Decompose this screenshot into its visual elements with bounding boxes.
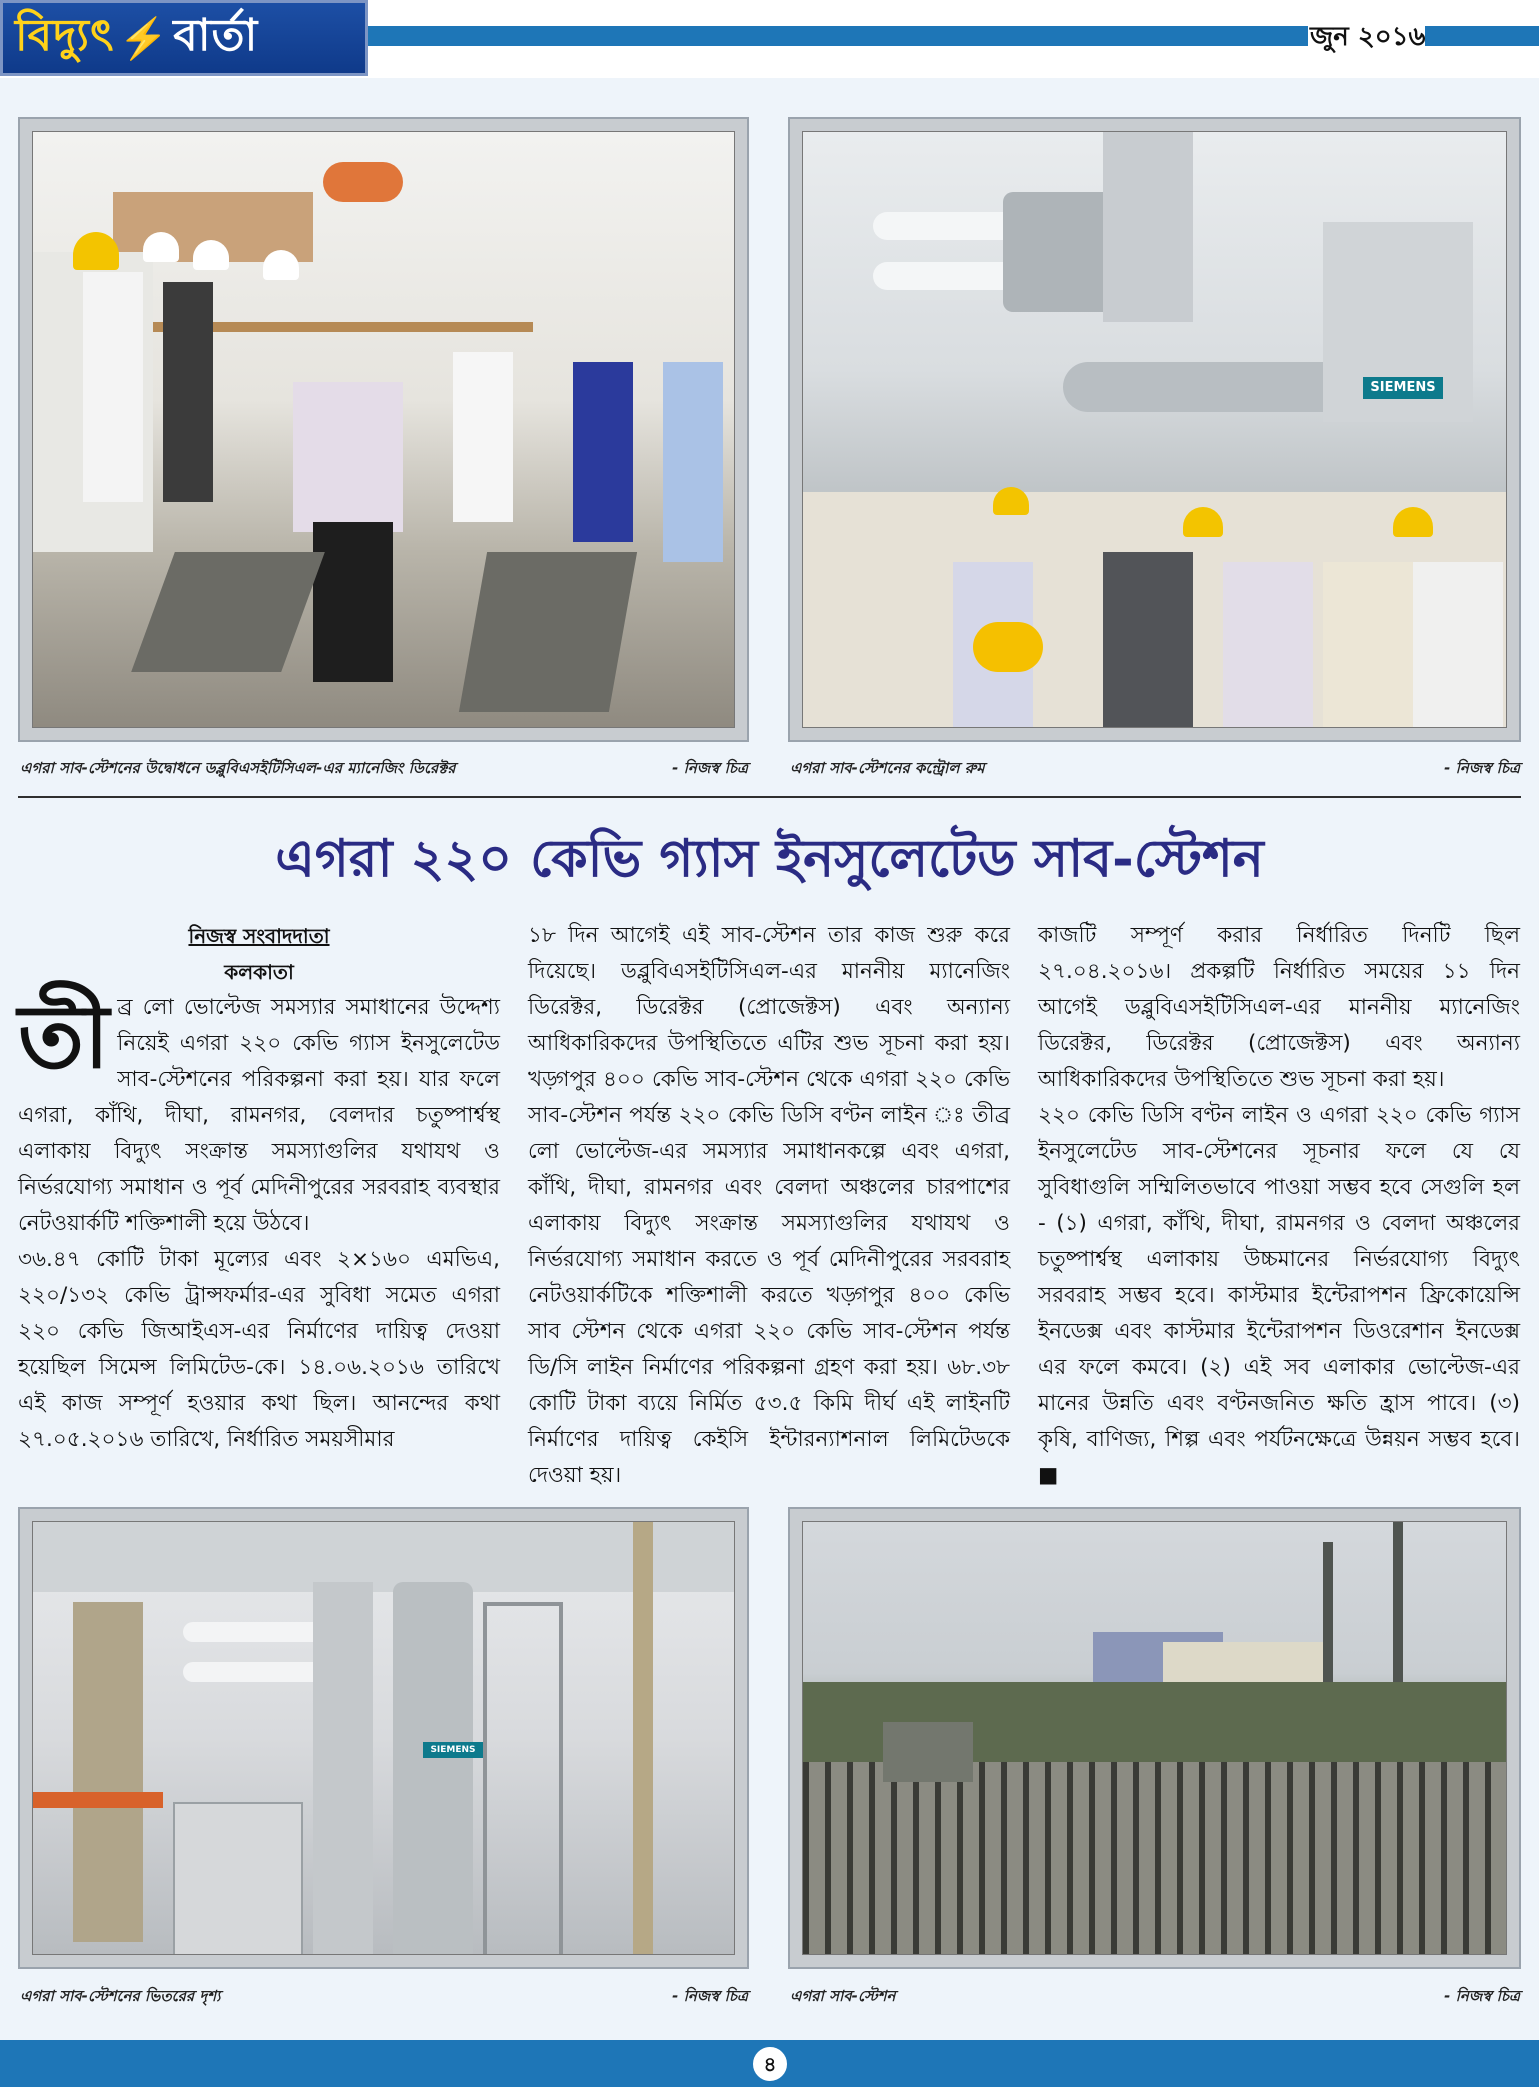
photo-control-room	[788, 117, 1521, 742]
masthead	[0, 0, 1539, 78]
drop-cap: তী	[18, 984, 110, 1088]
photo-caption: এগরা সাব-স্টেশন	[790, 1987, 896, 2005]
section-divider	[18, 796, 1521, 798]
logo-text-part1: বিদ্যুৎ	[15, 9, 115, 61]
photo-inauguration-image	[32, 131, 735, 728]
page-number: ৪	[751, 2045, 789, 2083]
magazine-logo	[0, 0, 368, 76]
paragraph-text: ব্র লো ভোল্টেজ সমস্যার সমাধানের উদ্দেশ্য নিয়েই এগরা ২২০ কেভি গ্যাস ইনসুলেটেড সাব-স্টেশনের পরিকল্পনা করা হয়। যার ফলে এগরা, কাঁথি, দীঘা, রামনগর, বেলদার চতুষ্পার্শ্বস্থ এলাকায় বিদ্যুৎ সংক্রান্ত সমস্যাগুলির যথাযথ ও নির্ভরযোগ্য সমাধান ও পূর্ব মেদিনীপুরের সরবরাহ ব্যবস্থার নেটওয়ার্কটি শক্তিশালী হয়ে উঠবে।	[18, 995, 500, 1236]
byline-place: কলকাতা	[224, 960, 294, 984]
header-rule-left	[368, 26, 1308, 46]
photo-caption: এগরা সাব-স্টেশনের কন্ট্রোল রুম	[790, 759, 985, 777]
photo-caption: এগরা সাব-স্টেশনের ভিতরের দৃশ্য	[20, 1987, 221, 2005]
photo-exterior	[788, 1507, 1521, 1969]
lightning-bolt-icon: ⚡	[118, 14, 170, 62]
issue-date: জুন ২০১৬	[1310, 22, 1426, 52]
article-column-2	[528, 918, 1010, 1494]
header-rule-right	[1425, 26, 1539, 46]
paragraph	[18, 984, 500, 1242]
article-column-1	[18, 918, 500, 1458]
logo-text-part2: বার্তা	[173, 9, 259, 61]
photo-interior	[18, 1507, 749, 1969]
photo-inauguration	[18, 117, 749, 742]
photo-credit: - নিজস্ব চিত্র	[1444, 1987, 1520, 2005]
siemens-sign: SIEMENS	[423, 1742, 483, 1758]
photo-credit: - নিজস্ব চিত্র	[1444, 759, 1520, 777]
paragraph: কাজটি সম্পূর্ণ করার নির্ধারিত দিনটি ছিল ২৭.০৪.২০১৬। প্রকল্পটি নির্ধারিত সময়ের ১১ দিন আগেই ডব্লুবিএসইটিসিএল-এর মাননীয় ম্যানেজিং ডিরেক্টর, ডিরেক্টর (প্রোজেক্টস) এবং অন্যান্য আধিকারিকদের উপস্থিতিতে শুভ সূচনা করা হয়।	[1038, 923, 1520, 1092]
paragraph: ১৮ দিন আগেই এই সাব-স্টেশন তার কাজ শুরু করে দিয়েছে। ডব্লুবিএসইটিসিএল-এর মাননীয় ম্যানেজিং ডিরেক্টর, ডিরেক্টর (প্রোজেক্টস) এবং অন্যান্য আধিকারিকদের উপস্থিতিতে এটির শুভ সূচনা করা হয়। খড়্গপুর ৪০০ কেভি সাব-স্টেশন থেকে এগরা ২২০ কেভি সাব-স্টেশন পর্যন্ত ২২০ কেভি ডিসি বণ্টন লাইন ঃ তীব্র লো ভোল্টেজ-এর সমস্যার সমাধানকল্পে এবং এগরা, কাঁথি, দীঘা, রামনগর এবং বেলদা অঞ্চলের চারপাশের এলাকায় বিদ্যুৎ সংক্রান্ত সমস্যাগুলির যথাযথ ও নির্ভরযোগ্য সমাধান করতে ও পূর্ব মেদিনীপুরের সরবরাহ নেটওয়ার্কটিকে শক্তিশালী করতে খড়্গপুর ৪০০ কেভি সাব স্টেশন থেকে এগরা ২২০ কেভি সাব-স্টেশন পর্যন্ত ডি/সি লাইন নির্মাণের পরিকল্পনা গ্রহণ করা হয়। ৬৮.৩৮ কোটি টাকা ব্যয়ে নির্মিত ৫৩.৫ কিমি দীর্ঘ এই লাইনটি নির্মাণের দায়িত্ব কেইসি ইন্টারন্যাশনাল লিমিটেডকে দেওয়া হয়।	[528, 923, 1010, 1488]
article-column-3	[1038, 918, 1520, 1494]
siemens-sign: SIEMENS	[1363, 377, 1443, 399]
photo-control-room-image	[802, 131, 1507, 728]
article-headline: এগরা ২২০ কেভি গ্যাস ইনসুলেটেড সাব-স্টেশন	[275, 828, 1264, 889]
photo-credit: - নিজস্ব চিত্র	[672, 1987, 748, 2005]
photo-interior-image	[32, 1521, 735, 1955]
paragraph: ২২০ কেভি ডিসি বণ্টন লাইন ও এগরা ২২০ কেভি গ্যাস ইনসুলেটেড সাব-স্টেশনের সূচনার ফলে যে যে সুবিধাগুলি সম্মিলিতভাবে পাওয়া সম্ভব হবে সেগুলি হল - (১) এগরা, কাঁথি, দীঘা, রামনগর ও বেলদা অঞ্চলের চতুষ্পার্শ্বস্থ এলাকায় উচ্চমানের নির্ভরযোগ্য বিদ্যুৎ সরবরাহ সম্ভব হবে। কাস্টমার ইন্টেরাপশন ফ্রিকোয়েন্সি ইনডেক্স এবং কাস্টমার ইন্টেরাপশন ডিওরেশান ইনডেক্স এর ফলে কমবে। (২) এই সব এলাকার ভোল্টেজ-এর মানের উন্নতি এবং বণ্টনজনিত ক্ষতি হ্রাস পাবে। (৩) কৃষি, বাণিজ্য, শিল্প এবং পর্যটনক্ষেত্রে উন্নয়ন সম্ভব হবে।■	[1038, 1103, 1520, 1488]
byline-name: নিজস্ব সংবাদদাতা	[188, 924, 330, 948]
photo-caption: এগরা সাব-স্টেশনের উদ্বোধনে ডব্লুবিএসইটিসিএল-এর ম্যানেজিং ডিরেক্টর	[20, 759, 456, 777]
photo-exterior-image	[802, 1521, 1507, 1955]
paragraph: ৩৬.৪৭ কোটি টাকা মূল্যের এবং ২×১৬০ এমভিএ, ২২০/১৩২ কেভি ট্রান্সফর্মার-এর সুবিধা সমেত এগরা ২২০ কেভি জিআইএস-এর নির্মাণের দায়িত্ব দেওয়া হয়েছিল সিমেন্স লিমিটেড-কে। ১৪.০৬.২০১৬ তারিখে এই কাজ সম্পূর্ণ হওয়ার কথা ছিল। আনন্দের কথা ২৭.০৫.২০১৬ তারিখে, নির্ধারিত সময়সীমার	[18, 1247, 500, 1452]
photo-credit: - নিজস্ব চিত্র	[672, 759, 748, 777]
